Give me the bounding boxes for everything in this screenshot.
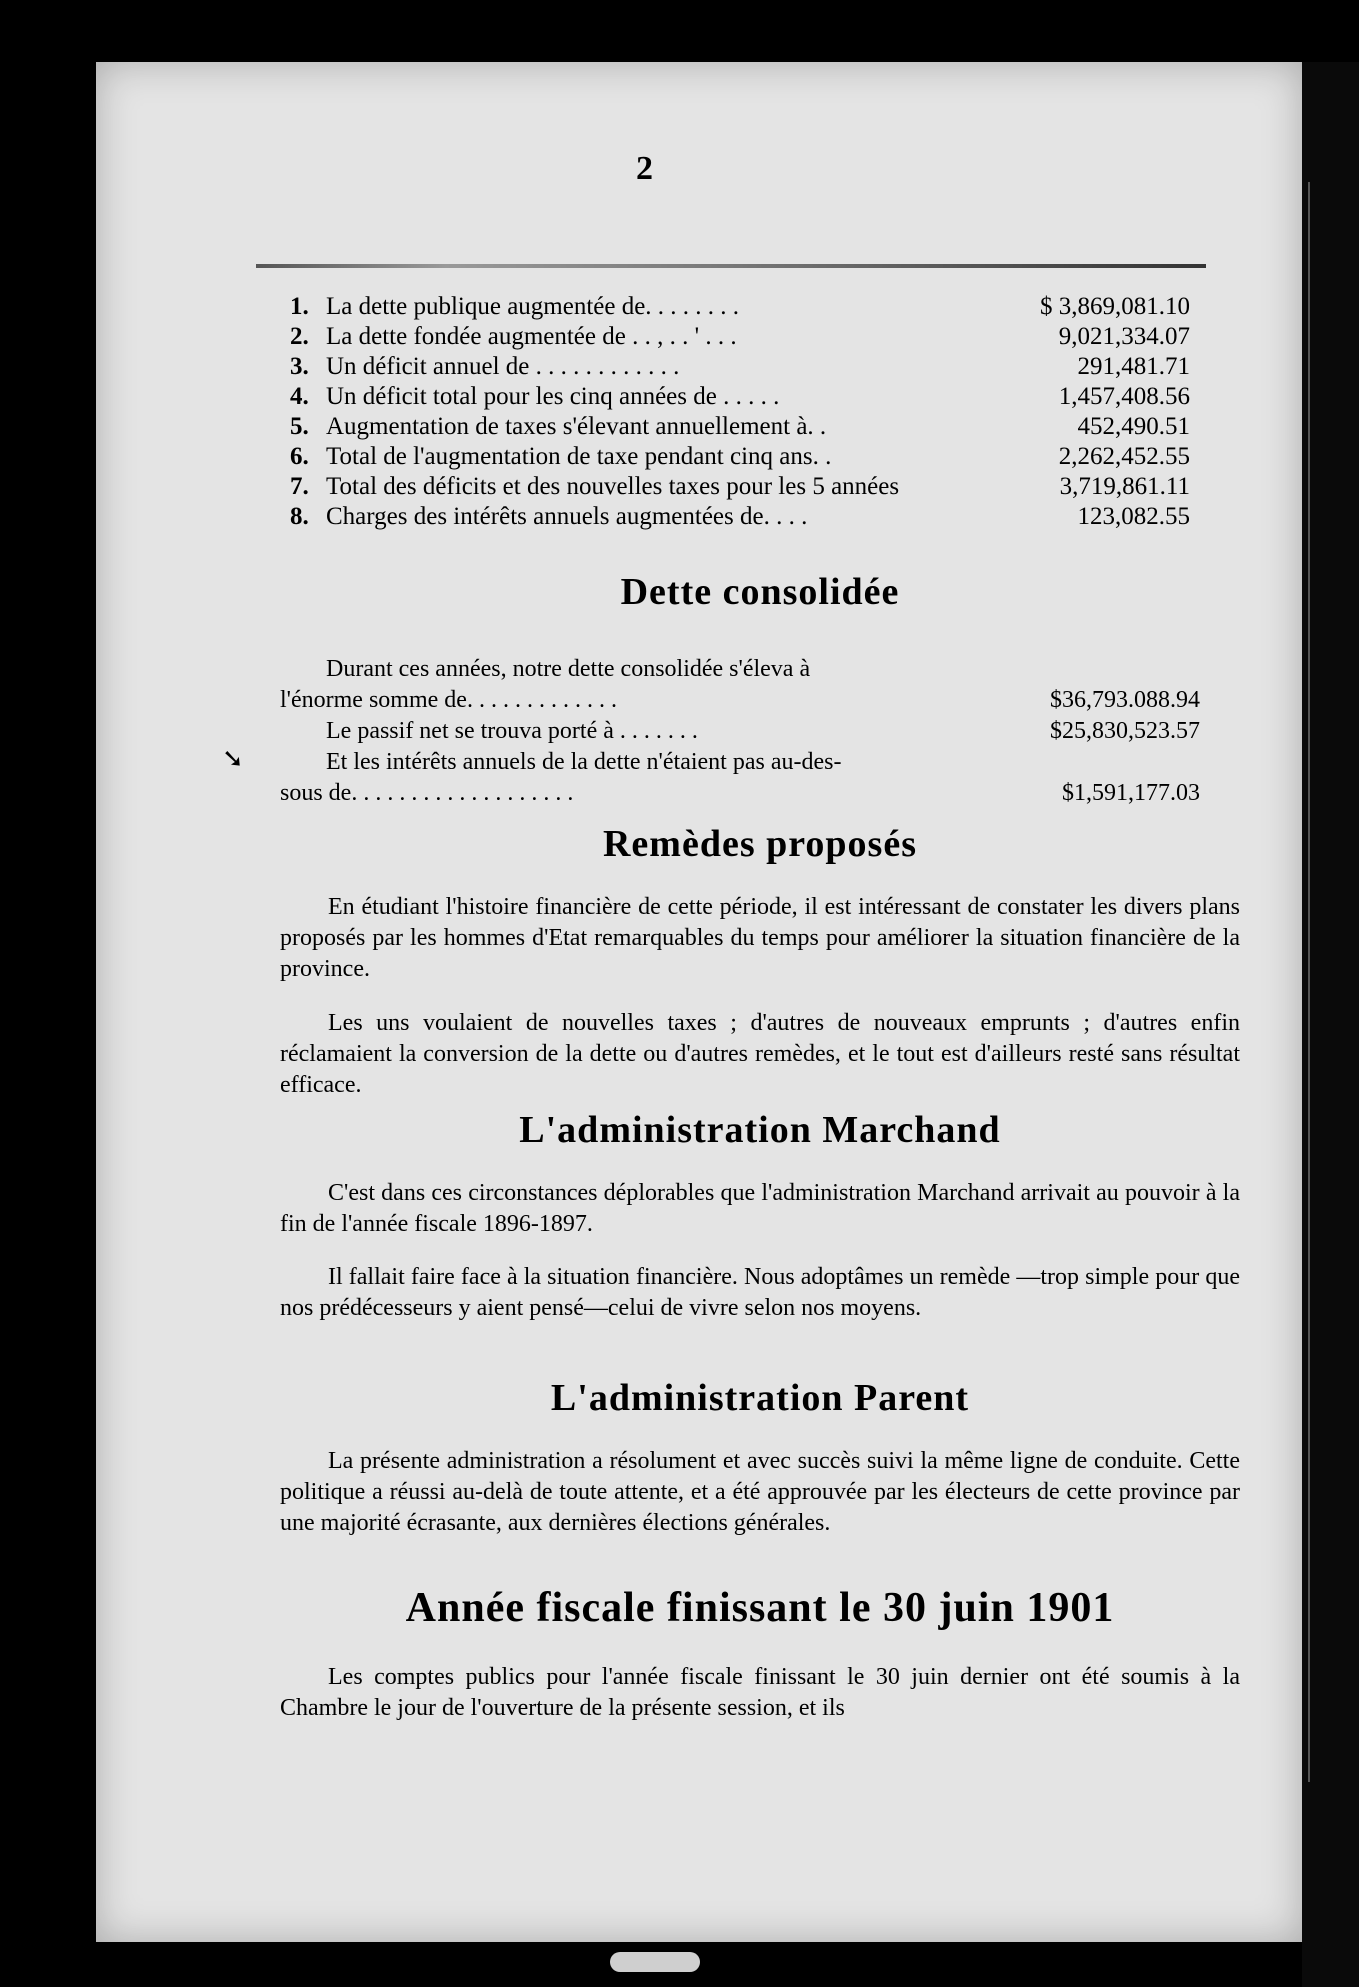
line-text: l'énorme somme de. . . . . . . . . . . . .	[280, 687, 617, 713]
header-rule	[256, 264, 1206, 268]
item-number: 2.	[290, 323, 309, 350]
page-number: 2	[636, 150, 653, 187]
item-number: 7.	[290, 473, 309, 500]
line-text: Et les intérêts annuels de la dette n'étaient pas au-des-	[326, 749, 842, 775]
item-label: La dette publique augmentée de. . . . . . . .	[326, 293, 740, 320]
item-amount: 1,457,408.56	[1058, 383, 1190, 410]
text-line	[280, 716, 1200, 747]
item-amount: 123,082.55	[1077, 503, 1190, 530]
list-item	[290, 502, 1190, 532]
item-amount: 2,262,452.55	[1058, 443, 1190, 470]
heading-annee-fiscale: Année fiscale finissant le 30 juin 1901	[405, 1585, 1115, 1631]
list-item	[290, 472, 1190, 502]
list-item	[290, 382, 1190, 412]
item-amount: 3,719,861.11	[1059, 473, 1190, 500]
text-line	[280, 685, 1200, 716]
line-text: Durant ces années, notre dette consolidée s'éleva à	[326, 656, 811, 682]
item-amount: $ 3,869,081.10	[1040, 293, 1190, 320]
paragraph: C'est dans ces circonstances déplorables que l'administration Marchand arrivait au pouvoir à la fin de l'année fiscale 1896-1897.	[280, 1180, 1240, 1237]
item-label: Total des déficits et des nouvelles taxes pour les 5 années	[326, 473, 900, 500]
list-item	[290, 412, 1190, 442]
paragraph: Les uns voulaient de nouvelles taxes ; d'autres de nouveaux emprunts ; d'autres enfin réclamaient la conversion de la dette ou d'autres remèdes, et le tout est d'ailleurs resté sans résultat efficace.	[280, 1010, 1240, 1098]
item-amount: 452,490.51	[1077, 413, 1190, 440]
item-number: 5.	[290, 413, 309, 440]
debt-list	[290, 292, 1190, 532]
text-line	[280, 654, 1200, 685]
text-line	[280, 747, 1200, 778]
list-item	[290, 322, 1190, 352]
line-text: Le passif net se trouva porté à . . . . . . .	[326, 718, 698, 744]
heading-remedes-proposes: Remèdes proposés	[602, 823, 917, 865]
item-label: Un déficit total pour les cinq années de . . . . .	[326, 383, 780, 410]
paragraph: Il fallait faire face à la situation financière. Nous adoptâmes un remède —trop simple pour que nos prédécesseurs y aient pensé—celui de vivre selon nos moyens.	[280, 1264, 1240, 1321]
line-amount: $36,793.088.94	[1050, 687, 1200, 713]
item-number: 3.	[290, 353, 309, 380]
item-label: Augmentation de taxes s'élevant annuellement à. .	[326, 413, 827, 440]
dette-consolidee-block	[280, 654, 1200, 809]
heading-dette-consolidee: Dette consolidée	[620, 571, 900, 613]
line-amount: $1,591,177.03	[1062, 780, 1200, 806]
line-amount: $25,830,523.57	[1050, 718, 1200, 744]
list-item	[290, 352, 1190, 382]
item-number: 4.	[290, 383, 309, 410]
list-item	[290, 292, 1190, 322]
scan-blot	[610, 1952, 700, 1972]
text-line	[280, 778, 1200, 809]
heading-administration-parent: L'administration Parent	[550, 1377, 970, 1419]
item-number: 6.	[290, 443, 309, 470]
item-label: La dette fondée augmentée de . . , . . ' . . .	[326, 323, 737, 350]
item-amount: 291,481.71	[1077, 353, 1190, 380]
heading-administration-marchand: L'administration Marchand	[519, 1109, 1001, 1151]
item-number: 8.	[290, 503, 309, 530]
list-item	[290, 442, 1190, 472]
paragraph: Les comptes publics pour l'année fiscale finissant le 30 juin dernier ont été soumis à la Chambre le jour de l'ouverture de la présente session, et ils	[280, 1664, 1240, 1721]
item-number: 1.	[290, 293, 309, 320]
item-amount: 9,021,334.07	[1058, 323, 1190, 350]
item-label: Charges des intérêts annuels augmentées de. . . .	[326, 503, 808, 530]
line-text: sous de. . . . . . . . . . . . . . . . . . .	[280, 780, 574, 806]
item-label: Un déficit annuel de . . . . . . . . . . . .	[326, 353, 680, 380]
page-edge	[1302, 62, 1359, 1987]
margin-mark-icon: ➘	[222, 744, 244, 774]
paragraph: La présente administration a résolument et avec succès suivi la même ligne de conduite. Cette politique a réussi au-delà de toute attente, et a été approuvée par les électeurs de cette province par une majorité écrasante, aux dernières élections générales.	[280, 1448, 1240, 1536]
item-label: Total de l'augmentation de taxe pendant cinq ans. .	[326, 443, 832, 470]
paragraph: En étudiant l'histoire financière de cette période, il est intéressant de constater les divers plans proposés par les hommes d'Etat remarquables du temps pour améliorer la situation financière de la province.	[280, 894, 1240, 982]
